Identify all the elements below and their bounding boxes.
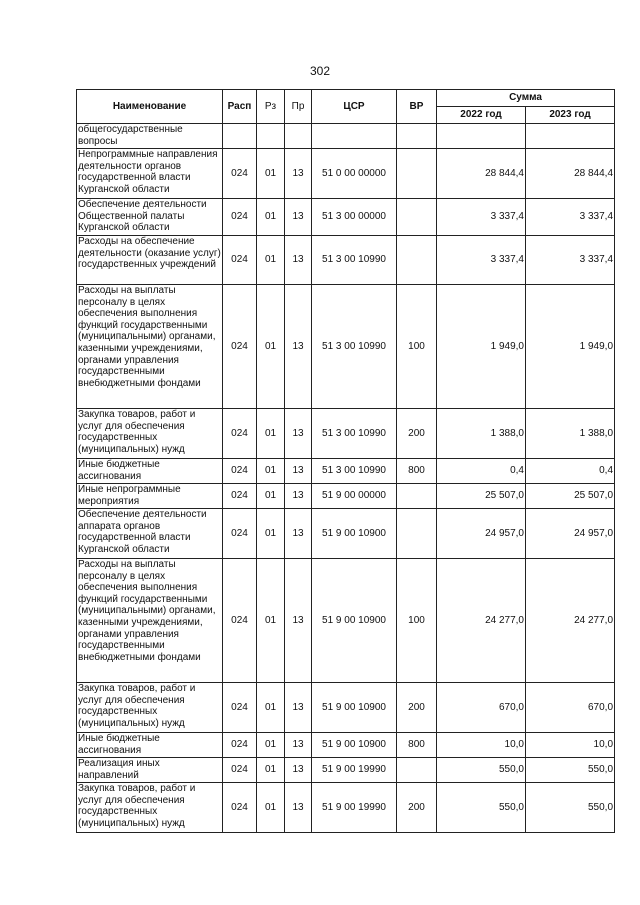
row-csr: 51 9 00 10900: [312, 683, 397, 733]
row-name: Обеспечение деятельности Общественной палаты Курганской области: [77, 199, 223, 236]
row-2022: 0,4: [437, 459, 526, 484]
header-pr: Пр: [285, 90, 312, 124]
row-vr: 200: [397, 783, 437, 833]
table-row: [77, 559, 615, 683]
row-csr: 51 3 00 10990: [312, 236, 397, 285]
row-pr: 13: [285, 149, 312, 199]
row-2023: 3 337,4: [526, 236, 615, 285]
row-vr: 200: [397, 683, 437, 733]
row-vr: 800: [397, 733, 437, 758]
row-2023: 550,0: [526, 783, 615, 833]
row-rasp: 024: [223, 236, 257, 285]
row-pr: 13: [285, 509, 312, 559]
row-pr: 13: [285, 683, 312, 733]
row-csr: 51 9 00 10900: [312, 509, 397, 559]
row-2023: 28 844,4: [526, 149, 615, 199]
row-rz: 01: [257, 783, 285, 833]
row-vr: 100: [397, 285, 437, 409]
row-rz: [257, 124, 285, 149]
row-rasp: 024: [223, 484, 257, 509]
row-csr: 51 3 00 10990: [312, 285, 397, 409]
table-row: [77, 285, 615, 409]
header-rasp: Расп: [223, 90, 257, 124]
row-vr: 200: [397, 409, 437, 459]
row-2022: 24 277,0: [437, 559, 526, 683]
row-name: Расходы на обеспечение деятельности (оказание услуг) государственных учреждений: [77, 236, 223, 285]
row-rasp: [223, 124, 257, 149]
row-pr: 13: [285, 733, 312, 758]
row-2023: 1 949,0: [526, 285, 615, 409]
row-2022: 670,0: [437, 683, 526, 733]
row-rz: 01: [257, 199, 285, 236]
row-pr: 13: [285, 199, 312, 236]
row-csr: 51 9 00 10900: [312, 559, 397, 683]
row-pr: 13: [285, 559, 312, 683]
row-2022: 550,0: [437, 783, 526, 833]
table-row: [77, 509, 615, 559]
row-2023: 3 337,4: [526, 199, 615, 236]
row-rasp: 024: [223, 459, 257, 484]
table-row: [77, 409, 615, 459]
row-name: Закупка товаров, работ и услуг для обеспечения государственных (муниципальных) нужд: [77, 683, 223, 733]
table-row: [77, 783, 615, 833]
row-csr: 51 9 00 00000: [312, 484, 397, 509]
row-vr: [397, 484, 437, 509]
row-pr: 13: [285, 484, 312, 509]
row-pr: 13: [285, 758, 312, 783]
row-2022: 3 337,4: [437, 199, 526, 236]
row-pr: 13: [285, 783, 312, 833]
row-vr: [397, 199, 437, 236]
row-2022: 1 949,0: [437, 285, 526, 409]
row-rasp: 024: [223, 199, 257, 236]
row-csr: [312, 124, 397, 149]
header-vr: ВР: [397, 90, 437, 124]
row-2022: 28 844,4: [437, 149, 526, 199]
row-rz: 01: [257, 149, 285, 199]
header-rz: Рз: [257, 90, 285, 124]
row-rz: 01: [257, 236, 285, 285]
row-rasp: 024: [223, 509, 257, 559]
row-csr: 51 9 00 19990: [312, 783, 397, 833]
table-row: [77, 149, 615, 199]
row-rz: 01: [257, 758, 285, 783]
row-vr: [397, 124, 437, 149]
row-vr: [397, 236, 437, 285]
row-name: Расходы на выплаты персоналу в целях обеспечения выполнения функций государственными (муниципальными) органами, казенными учреждениями, органами управления государственными внебюджетными фондами: [77, 285, 223, 409]
row-2023: 0,4: [526, 459, 615, 484]
row-pr: 13: [285, 285, 312, 409]
row-name: Иные бюджетные ассигнования: [77, 733, 223, 758]
row-rasp: 024: [223, 559, 257, 683]
row-vr: [397, 149, 437, 199]
row-csr: 51 9 00 19990: [312, 758, 397, 783]
row-rz: 01: [257, 733, 285, 758]
row-pr: 13: [285, 409, 312, 459]
row-csr: 51 9 00 10900: [312, 733, 397, 758]
row-pr: 13: [285, 236, 312, 285]
row-2022: [437, 124, 526, 149]
budget-table: [76, 89, 615, 833]
row-name: Закупка товаров, работ и услуг для обеспечения государственных (муниципальных) нужд: [77, 409, 223, 459]
row-rz: 01: [257, 683, 285, 733]
row-2022: 3 337,4: [437, 236, 526, 285]
row-vr: [397, 509, 437, 559]
row-rasp: 024: [223, 733, 257, 758]
table-row: [77, 484, 615, 509]
row-name: Расходы на выплаты персоналу в целях обеспечения выполнения функций государственными (муниципальными) органами, казенными учреждениями, органами управления государственными внебюджетными фондами: [77, 559, 223, 683]
page-number: 302: [309, 64, 331, 78]
row-name: Иные непрограммные мероприятия: [77, 484, 223, 509]
row-2023: 670,0: [526, 683, 615, 733]
row-2023: 550,0: [526, 758, 615, 783]
row-name: Обеспечение деятельности аппарата органов государственной власти Курганской области: [77, 509, 223, 559]
table-row: [77, 733, 615, 758]
row-csr: 51 3 00 10990: [312, 459, 397, 484]
table-row: [77, 236, 615, 285]
row-2023: 24 277,0: [526, 559, 615, 683]
row-2022: 10,0: [437, 733, 526, 758]
row-rasp: 024: [223, 285, 257, 409]
table-row: [77, 124, 615, 149]
row-rz: 01: [257, 559, 285, 683]
row-rasp: 024: [223, 683, 257, 733]
row-vr: 800: [397, 459, 437, 484]
header-csr: ЦСР: [312, 90, 397, 124]
table-row: [77, 683, 615, 733]
row-name: общегосударственные вопросы: [77, 124, 223, 149]
row-rasp: 024: [223, 783, 257, 833]
row-2022: 1 388,0: [437, 409, 526, 459]
row-name: Закупка товаров, работ и услуг для обеспечения государственных (муниципальных) нужд: [77, 783, 223, 833]
row-csr: 51 3 00 00000: [312, 199, 397, 236]
row-rz: 01: [257, 484, 285, 509]
row-vr: 100: [397, 559, 437, 683]
table-row: [77, 199, 615, 236]
row-2023: 10,0: [526, 733, 615, 758]
row-rz: 01: [257, 409, 285, 459]
row-2023: [526, 124, 615, 149]
row-name: Иные бюджетные ассигнования: [77, 459, 223, 484]
header-name: Наименование: [77, 90, 223, 124]
row-2022: 550,0: [437, 758, 526, 783]
row-name: Непрограммные направления деятельности органов государственной власти Курганской области: [77, 149, 223, 199]
table-body: [77, 124, 615, 833]
row-rasp: 024: [223, 758, 257, 783]
row-rz: 01: [257, 509, 285, 559]
header-2022: 2022 год: [437, 107, 526, 124]
row-csr: 51 3 00 10990: [312, 409, 397, 459]
header-sum: Сумма: [437, 90, 615, 107]
row-csr: 51 0 00 00000: [312, 149, 397, 199]
table-row: [77, 459, 615, 484]
row-2023: 25 507,0: [526, 484, 615, 509]
row-2022: 24 957,0: [437, 509, 526, 559]
header-2023: 2023 год: [526, 107, 615, 124]
row-rasp: 024: [223, 149, 257, 199]
row-rz: 01: [257, 459, 285, 484]
row-rz: 01: [257, 285, 285, 409]
row-rasp: 024: [223, 409, 257, 459]
row-2022: 25 507,0: [437, 484, 526, 509]
table-row: [77, 758, 615, 783]
row-2023: 1 388,0: [526, 409, 615, 459]
row-pr: [285, 124, 312, 149]
row-pr: 13: [285, 459, 312, 484]
row-2023: 24 957,0: [526, 509, 615, 559]
row-vr: [397, 758, 437, 783]
row-name: Реализация иных направлений: [77, 758, 223, 783]
